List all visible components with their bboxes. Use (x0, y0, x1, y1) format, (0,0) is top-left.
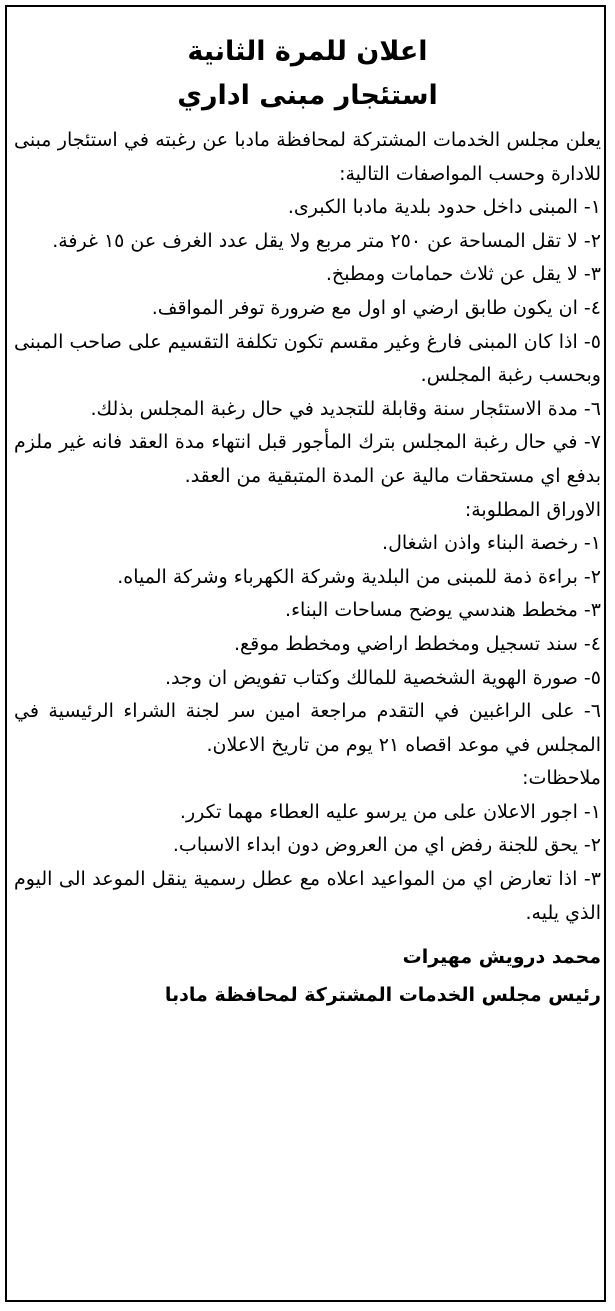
note-item: ٣- اذا تعارض اي من المواعيد اعلاه مع عطل رسمية ينقل الموعد الى اليوم الذي يليه. (14, 868, 601, 924)
announcement (14, 30, 601, 1014)
note-item: ١- اجور الاعلان على من يرسو عليه العطاء مهما تكرر. (179, 800, 601, 823)
title-line-1: اعلان للمرة الثانية (187, 36, 428, 67)
spec-item: ٧- في حال رغبة المجلس بترك المأجور قبل انتهاء مدة العقد فانه غير ملزم بدفع اي مستحقات مالية عن المدة المتبقية من العقد. (14, 431, 601, 487)
signatory-position: رئيس مجلس الخدمات المشتركة لمحافظة مادبا (164, 984, 601, 1007)
document-item: ٣- مخطط هندسي يوضح مساحات البناء. (285, 599, 601, 622)
spec-item: ٤- ان يكون طابق ارضي او اول مع ضرورة توفر المواقف. (151, 296, 601, 319)
signature-block (14, 938, 601, 1014)
spec-item: ١- المبنى داخل حدود بلدية مادبا الكبرى. (287, 196, 601, 219)
signatory-name: محمد درويش مهيرات (402, 946, 601, 969)
announcement-body (14, 124, 601, 930)
document-item: ٤- سند تسجيل ومخطط اراضي ومخطط موقع. (234, 632, 601, 655)
spec-item: ٦- مدة الاستئجار سنة وقابلة للتجديد في حال رغبة المجلس بذلك. (90, 397, 601, 420)
spec-item: ٥- اذا كان المبنى فارغ وغير مقسم تكون تكلفة التقسيم على صاحب المبنى وبحسب رغبة المجلس. (14, 330, 601, 387)
documents-heading: الاوراق المطلوبة: (464, 498, 601, 521)
title-line-2: استئجار مبنى اداري (177, 80, 438, 111)
spec-item: ٢- لا تقل المساحة عن ٢٥٠ متر مربع ولا يقل عدد الغرف عن ١٥ غرفة. (52, 229, 601, 252)
spec-item: ٣- لا يقل عن ثلاث حمامات ومطبخ. (325, 263, 601, 286)
document-item: ١- رخصة البناء واذن اشغال. (382, 532, 601, 555)
notes-heading: ملاحظات: (522, 767, 601, 790)
document-item: ٥- صورة الهوية الشخصية للمالك وكتاب تفويض ان وجد. (165, 666, 601, 689)
document-item: ٦- على الراغبين في التقدم مراجعة امين سر لجنة الشراء الرئيسية في المجلس في موعد اقصاه ٢١ يوم من تاريخ الاعلان. (14, 700, 601, 756)
note-item: ٢- يحق للجنة رفض اي من العروض دون ابداء الاسباب. (172, 834, 601, 857)
document-item: ٢- براءة ذمة للمبنى من البلدية وشركة الكهرباء وشركة المياه. (117, 565, 601, 588)
intro-paragraph: يعلن مجلس الخدمات المشتركة لمحافظة مادبا عن رغبته في استئجار مبنى للادارة وحسب المواصفات التالية: (14, 129, 601, 185)
